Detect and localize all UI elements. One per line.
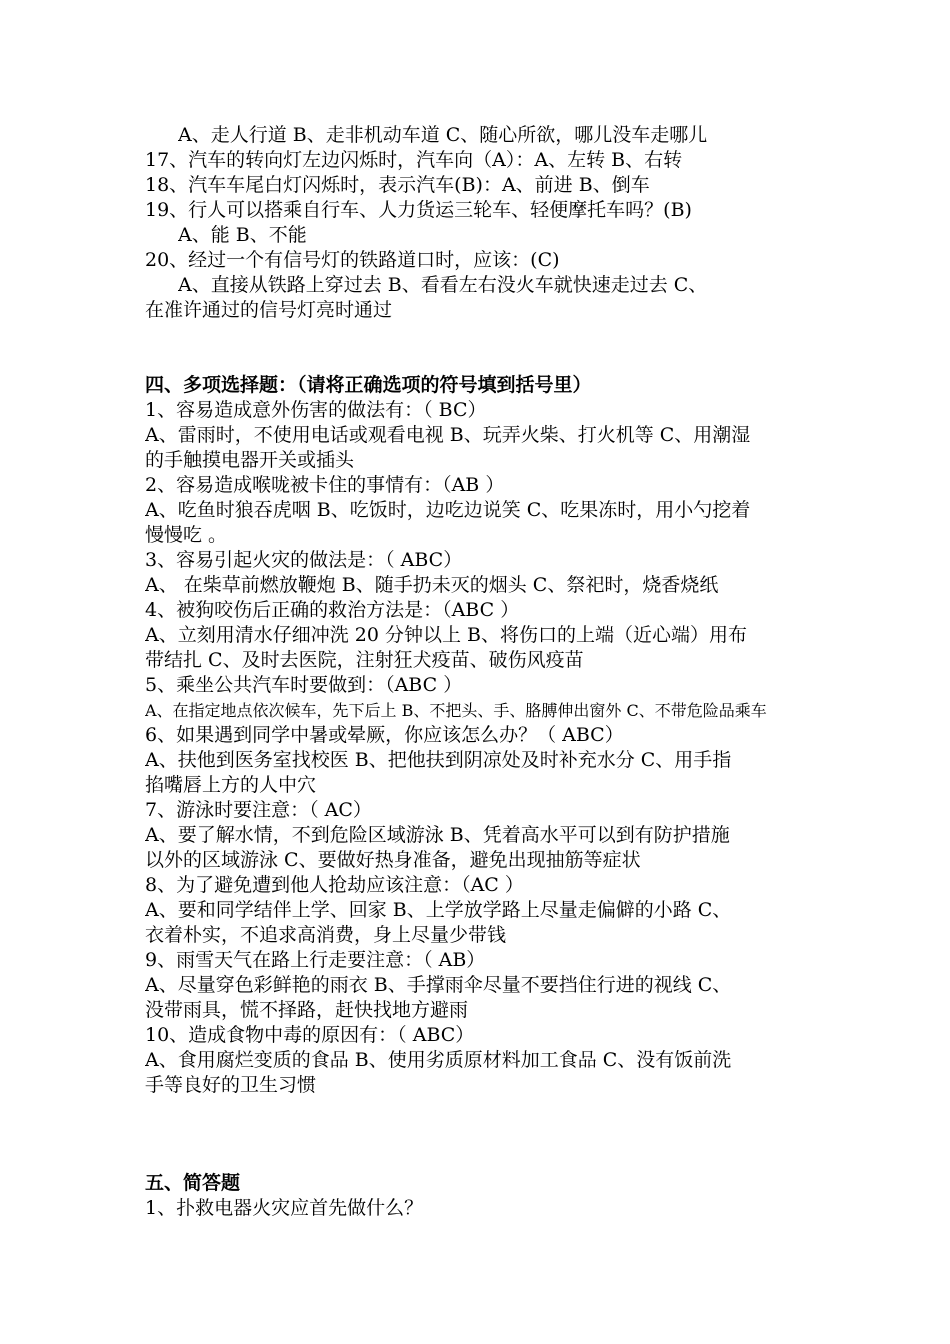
q20: 20、经过一个有信号灯的铁路道口时，应该：(C): [145, 249, 560, 271]
mc-line: 2、容易造成喉咙被卡住的事情有：（AB ）: [145, 474, 505, 496]
mc-line: 4、被狗咬伤后正确的救治方法是：（ABC ）: [145, 599, 520, 621]
mc-line: A、要了解水情，不到危险区域游泳 B、凭着高水平可以到有防护措施: [145, 824, 730, 846]
mc-line: 5、乘坐公共汽车时要做到：（ABC ）: [145, 674, 463, 696]
mc-line: A、扶他到医务室找校医 B、把他扶到阴凉处及时补充水分 C、用手指: [145, 749, 732, 771]
q17: 17、汽车的转向灯左边闪烁时，汽车向（A）：A、左转 B、右转: [145, 149, 683, 171]
mc-line: A、立刻用清水仔细冲洗 20 分钟以上 B、将伤口的上端（近心端）用布: [145, 624, 747, 646]
mc-line: 3、容易引起火灾的做法是：（ ABC）: [145, 549, 463, 571]
mc-line: 慢慢吃 。: [145, 524, 228, 546]
mc-line: 9、雨雪天气在路上行走要注意：（ AB）: [145, 949, 486, 971]
mc-line: 8、为了避免遭到他人抢劫应该注意：（AC ）: [145, 874, 524, 896]
mc-line: 以外的区域游泳 C、要做好热身准备，避免出现抽筋等症状: [145, 849, 641, 871]
q19-options: A、能 B、不能: [178, 224, 307, 246]
mc-line: A、要和同学结伴上学、回家 B、上学放学路上尽量走偏僻的小路 C、: [145, 899, 732, 921]
mc-line: 没带雨具，慌不择路，赶快找地方避雨: [145, 999, 469, 1021]
mc-line: A、吃鱼时狼吞虎咽 B、吃饭时，边吃边说笑 C、吃果冻时，用小勺挖着: [145, 499, 751, 521]
mc-line: 手等良好的卫生习惯: [145, 1074, 317, 1096]
section-title-multiple-choice: 四、多项选择题：（请将正确选项的符号填到括号里）: [145, 374, 592, 396]
mc-line: 的手触摸电器开关或插头: [145, 449, 355, 471]
q18: 18、汽车车尾白灯闪烁时，表示汽车(B)：A、前进 B、倒车: [145, 174, 650, 196]
short-answer-q1: 1、扑救电器火灾应首先做什么？: [145, 1197, 424, 1219]
mc-line: 7、游泳时要注意：（ AC）: [145, 799, 372, 821]
mc-line: A、雷雨时，不使用电话或观看电视 B、玩弄火柴、打火机等 C、用潮湿: [145, 424, 751, 446]
q16-options: A、走人行道 B、走非机动车道 C、随心所欲，哪儿没车走哪儿: [178, 124, 708, 146]
mc-line: 1、容易造成意外伤害的做法有：（ BC）: [145, 399, 487, 421]
mc-line: A、在指定地点依次候车，先下后上 B、不把头、手、胳膊伸出窗外 C、不带危险品乘车: [145, 701, 767, 720]
mc-line: 10、造成食物中毒的原因有：（ ABC）: [145, 1024, 475, 1046]
mc-line: A、尽量穿色彩鲜艳的雨衣 B、手撑雨伞尽量不要挡住行进的视线 C、: [145, 974, 732, 996]
q20-options: A、直接从铁路上穿过去 B、看看左右没火车就快速走过去 C、: [178, 274, 708, 296]
q19: 19、行人可以搭乘自行车、人力货运三轮车、轻便摩托车吗？(B): [145, 199, 692, 221]
mc-line: 掐嘴唇上方的人中穴: [145, 774, 317, 796]
mc-line: 6、如果遇到同学中暑或晕厥，你应该怎么办？（ ABC）: [145, 724, 624, 746]
section-title-short-answer: 五、简答题: [145, 1172, 241, 1194]
mc-line: A、食用腐烂变质的食品 B、使用劣质原材料加工食品 C、没有饭前洗: [145, 1049, 732, 1071]
mc-line: 带结扎 C、及时去医院，注射狂犬疫苗、破伤风疫苗: [145, 649, 584, 671]
mc-line: A、 在柴草前燃放鞭炮 B、随手扔未灭的烟头 C、祭祀时，烧香烧纸: [145, 574, 719, 596]
q20-options-cont: 在准许通过的信号灯亮时通过: [145, 299, 393, 321]
mc-line: 衣着朴实，不追求高消费，身上尽量少带钱: [145, 924, 507, 946]
